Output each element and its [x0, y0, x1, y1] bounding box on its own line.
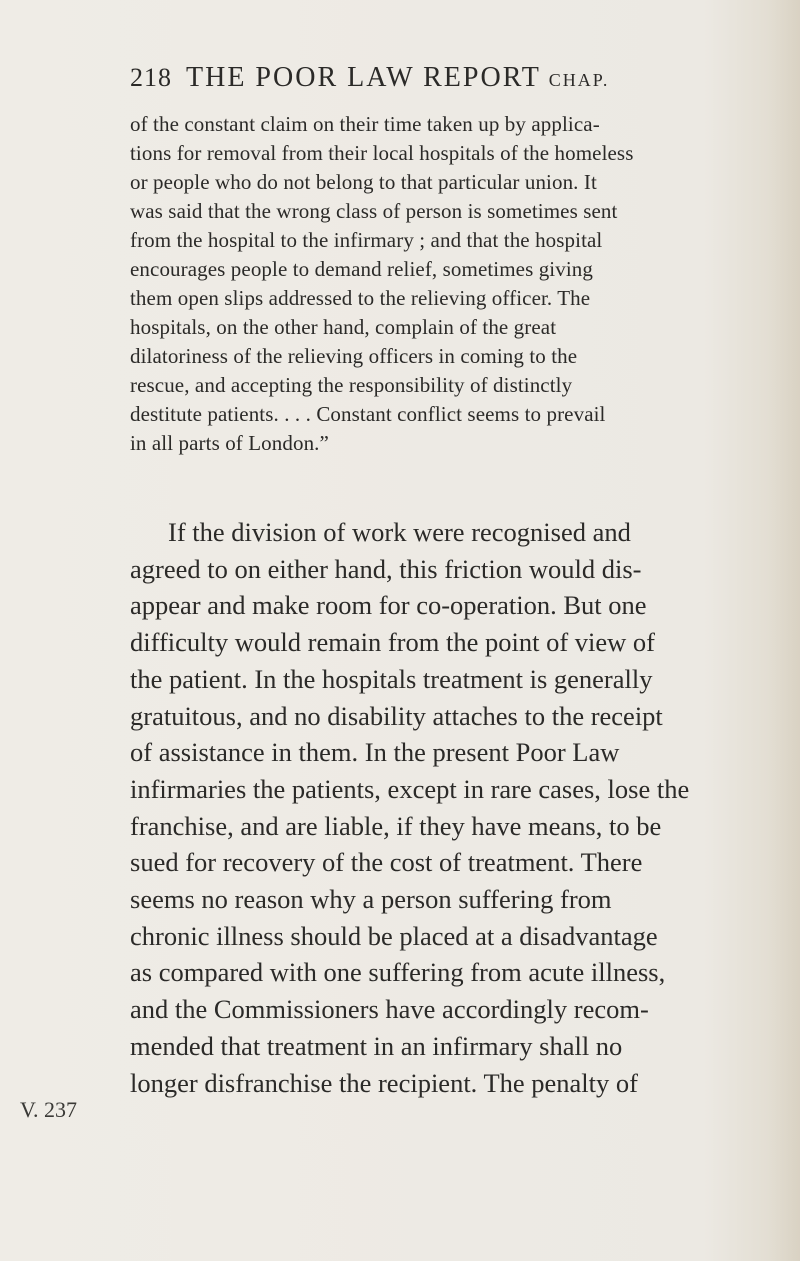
text-line: hospitals, on the other hand, complain of the great: [130, 315, 557, 339]
text-line: sued for recovery of the cost of treatment. There: [130, 847, 643, 878]
running-title: THE POOR LAW REPORT: [186, 62, 541, 93]
text-line: tions for removal from their local hospitals of the homeless: [130, 141, 634, 165]
text-line: dilatoriness of the relieving officers in coming to the: [130, 344, 578, 368]
text-line: difficulty would remain from the point of view of: [130, 627, 655, 658]
margin-note: V. 237: [20, 1097, 78, 1122]
text-line: as compared with one suffering from acute illness,: [130, 957, 666, 988]
text-line: of the constant claim on their time taken up by applica-: [130, 112, 600, 136]
text-line: If the division of work were recognised and: [168, 517, 631, 547]
main-paragraph: [130, 514, 770, 1101]
text-line: and the Commissioners have accordingly recom-: [130, 994, 649, 1025]
text-line: from the hospital to the infirmary ; and that the hospital: [130, 228, 603, 252]
page-number: 218: [130, 63, 172, 92]
text-line: the patient. In the hospitals treatment is generally: [130, 663, 653, 694]
text-line: in all parts of London.”: [130, 431, 329, 455]
chapter-label: CHAP.: [548, 70, 610, 90]
text-line: chronic illness should be placed at a disadvantage: [130, 920, 658, 951]
text-line: infirmaries the patients, except in rare cases, lose the: [130, 773, 690, 804]
text-line: encourages people to demand relief, sometimes giving: [130, 257, 593, 281]
text-line: seems no reason why a person suffering from: [130, 884, 612, 915]
text-line: gratuitous, and no disability attaches to the receipt: [130, 700, 663, 731]
text-line: of assistance in them. In the present Poor Law: [130, 737, 620, 768]
running-head: [130, 62, 770, 102]
text-line: longer disfranchise the recipient. The penalty of: [130, 1067, 638, 1098]
text-line: franchise, and are liable, if they have means, to be: [130, 810, 662, 841]
quoted-passage: [130, 110, 770, 458]
text-line: them open slips addressed to the relieving officer. The: [130, 286, 591, 310]
text-line: rescue, and accepting the responsibility of distinctly: [130, 373, 573, 397]
text-line: destitute patients. . . . Constant conflict seems to prevail: [130, 402, 606, 426]
text-line: was said that the wrong class of person is sometimes sent: [130, 199, 618, 223]
text-line: agreed to on either hand, this friction would dis-: [130, 553, 642, 584]
text-line: mended that treatment in an infirmary shall no: [130, 1030, 623, 1061]
text-line: or people who do not belong to that particular union. It: [130, 170, 597, 194]
text-line: appear and make room for co-operation. But one: [130, 590, 647, 621]
